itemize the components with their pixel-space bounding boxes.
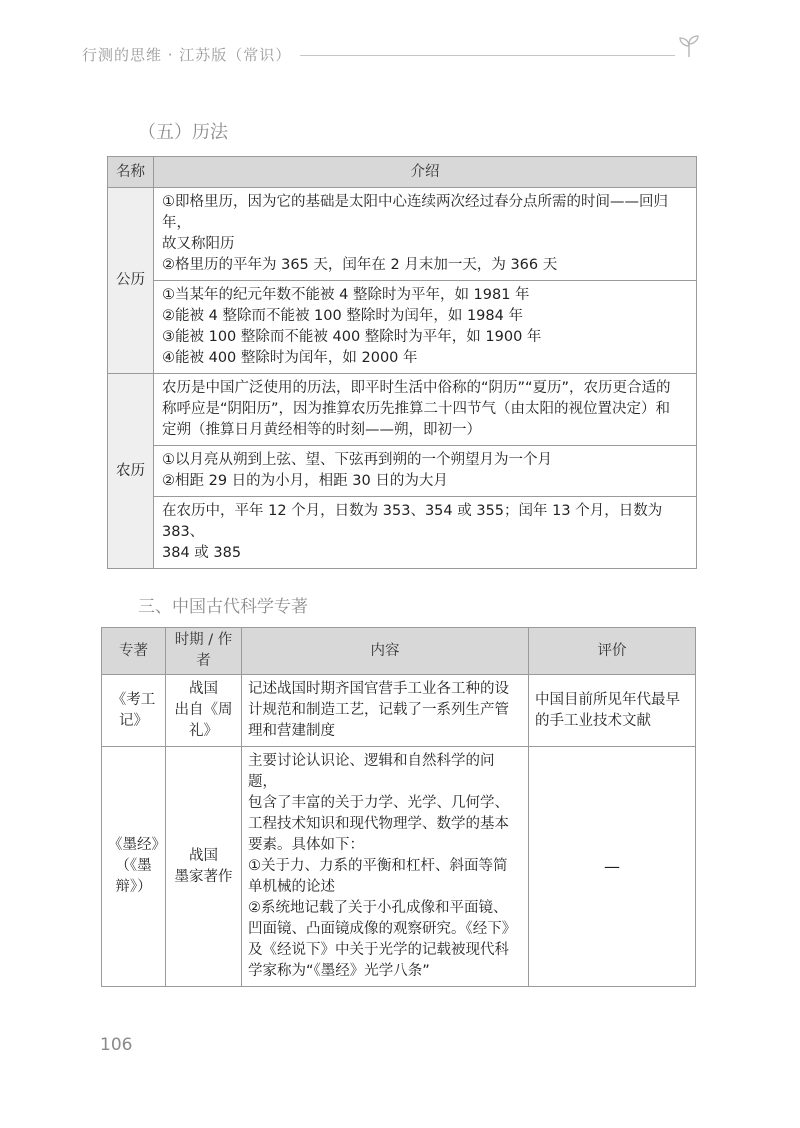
table-header-row [102, 628, 696, 675]
text-line: 《墨经》 [108, 837, 166, 853]
text-line: 称呼应是“阴阳历”，因为推算农历先推算二十四节气（由太阳的视位置决定）和 [162, 401, 671, 417]
text-line: ②能被 4 整除而不能被 100 整除时为闰年，如 1984 年 [162, 308, 523, 324]
text-line: 定朔（推算日月黄经相等的时刻——朔，即初一） [162, 422, 481, 438]
header-rule [300, 55, 675, 56]
table-row [108, 374, 697, 446]
text-line: 出自《周礼》 [174, 702, 233, 739]
text-line: ①即格里历，因为它的基础是太阳中心连续两次经过春分点所需的时间——回归年， [162, 194, 668, 231]
table-row [108, 497, 697, 569]
section-title-calendar: （五）历法 [138, 122, 228, 143]
text-line: ②系统地记载了关于小孔成像和平面镜、 [248, 900, 508, 916]
row-name-lunar: 农历 [108, 374, 154, 569]
text-line: 中国目前所见年代最早 [535, 691, 680, 708]
text-line: 计规范和制造工艺，记载了一系列生产管 [248, 702, 509, 718]
page-number: 106 [100, 1035, 133, 1055]
book-cell [102, 747, 166, 987]
lunar-definition-cell [154, 374, 697, 446]
period-cell [166, 675, 242, 747]
text-line: 384 或 385 [162, 545, 242, 561]
text-line: 要素。具体如下： [248, 837, 364, 853]
header-period: 时期 / 作者 [166, 628, 242, 675]
text-line: 战国 [189, 847, 218, 864]
text-line: 记述战国时期齐国官营手工业各工种的设 [248, 681, 509, 697]
period-cell [166, 747, 242, 987]
text-line: 战国 [189, 681, 218, 697]
text-line: （《墨 [115, 858, 152, 874]
header-intro: 介绍 [154, 157, 697, 188]
header-content: 内容 [242, 628, 529, 675]
content-cell [242, 675, 529, 747]
text-line: 理和营建制度 [248, 723, 335, 739]
text-line: ②相距 29 日的为小月，相距 30 日的为大月 [162, 473, 448, 489]
text-line: 记》 [119, 712, 148, 729]
text-line: 的手工业技术文献 [535, 712, 651, 729]
text-line: 学家称为“《墨经》光学八条” [248, 963, 430, 979]
text-line: ③能被 100 整除而不能被 400 整除时为平年，如 1900 年 [162, 329, 542, 345]
lunar-month-cell [154, 446, 697, 497]
table-row [108, 281, 697, 374]
text-line: 包含了丰富的关于力学、光学、几何学、 [248, 795, 509, 811]
table-row [102, 675, 696, 747]
text-line: 故又称阳历 [162, 236, 235, 252]
gregorian-leap-rules-cell [154, 281, 697, 374]
text-line: 辩》） [115, 879, 152, 895]
text-line: 农历是中国广泛使用的历法，即平时生活中俗称的“阴历”“夏历”，农历更合适的 [162, 380, 671, 396]
running-header: 行测的思维 · 江苏版（常识） [82, 46, 292, 64]
table-row [102, 747, 696, 987]
text-line: ①关于力、力系的平衡和杠杆、斜面等简 [248, 858, 508, 874]
section-title-works: 三、中国古代科学专著 [138, 597, 308, 617]
text-line: ②格里历的平年为 365 天，闰年在 2 月末加一天，为 366 天 [162, 257, 558, 273]
text-line: 在农历中，平年 12 个月，日数为 353、354 或 355；闰年 13 个月，日数为 383、 [162, 503, 663, 540]
header-book: 专著 [102, 628, 166, 675]
text-line: ①当某年的纪元年数不能被 4 整除时为平年，如 1981 年 [162, 287, 530, 303]
evaluation-cell [529, 675, 696, 747]
table-row [108, 446, 697, 497]
lunar-year-cell [154, 497, 697, 569]
sprout-icon [676, 33, 702, 59]
text-line: 工程技术知识和现代物理学、数学的基本 [248, 816, 509, 832]
calendar-table [107, 156, 697, 569]
text-line: 单机械的论述 [248, 879, 335, 895]
row-name-gregorian: 公历 [108, 188, 154, 374]
text-line: 及《经说下》中关于光学的记载被现代科 [248, 942, 509, 958]
text-line: 主要讨论认识论、逻辑和自然科学的问题， [248, 753, 495, 790]
content-cell [242, 747, 529, 987]
gregorian-definition-cell [154, 188, 697, 281]
evaluation-cell: — [529, 747, 696, 987]
table-row [108, 188, 697, 281]
header-evaluation: 评价 [529, 628, 696, 675]
header-name: 名称 [108, 157, 154, 188]
works-table [101, 627, 696, 987]
text-line: 墨家著作 [174, 868, 233, 885]
text-line: 《考工 [111, 691, 156, 708]
text-line: ①以月亮从朔到上弦、望、下弦再到朔的一个朔望月为一个月 [162, 452, 552, 468]
text-line: 凹面镜、凸面镜成像的观察研究。《经下》 [248, 921, 517, 937]
text-line: ④能被 400 整除时为闰年，如 2000 年 [162, 350, 418, 366]
book-cell [102, 675, 166, 747]
table-header-row [108, 157, 697, 188]
